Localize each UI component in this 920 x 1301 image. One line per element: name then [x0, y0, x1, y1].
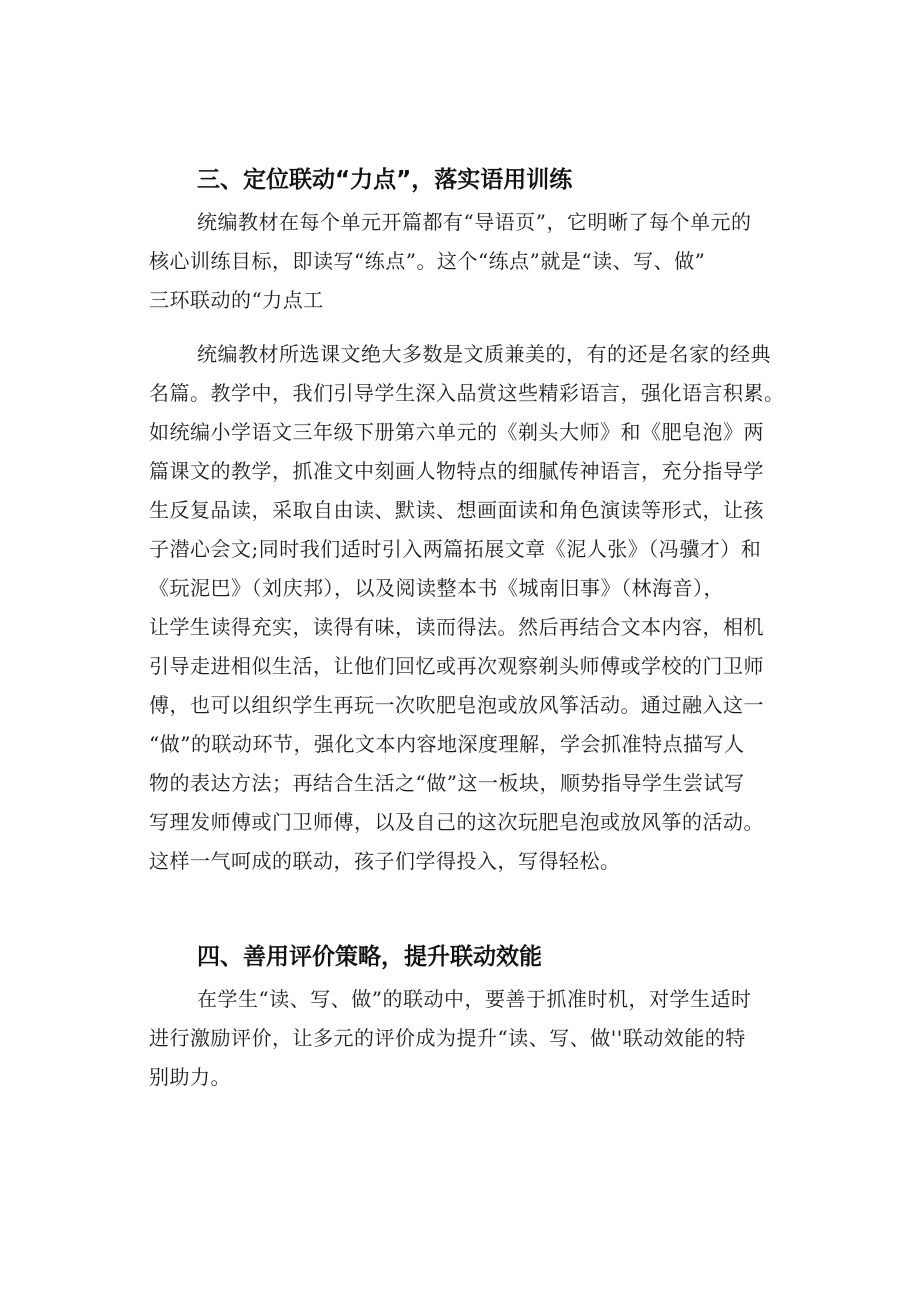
paragraph-line: 统编教材所选课文绝大多数是文质兼美的，有的还是名家的经典 [197, 342, 771, 366]
paragraph-line: 如统编小学语文三年级下册第六单元的《剃头大师》和《肥皂泡》两 [149, 420, 764, 444]
paragraph-line: 写理发师傅或门卫师傅，以及自己的这次玩肥皂泡或放风筝的活动。 [149, 810, 764, 834]
section-3-paragraph-1 [149, 203, 809, 320]
section-4-paragraph-1 [149, 980, 809, 1097]
paragraph-line: 核心训练目标，即读写“练点”。这个“练点”就是“读、写、做” [149, 249, 706, 273]
paragraph-line: 名篇。教学中，我们引导学生深入品赏这些精彩语言，强化语言积累。 [149, 381, 785, 405]
paragraph-line: 子潜心会文;同时我们适时引入两篇拓展文章《泥人张》（冯骥才）和 [149, 537, 762, 561]
section-3-paragraph-2 [149, 335, 809, 881]
paragraph-line: 三环联动的“力点工 [149, 288, 324, 312]
section-4-heading: 四、善用评价策略，提升联动效能 [197, 944, 542, 970]
paragraph-line: 生反复品读，采取自由读、默读、想画面读和角色演读等形式，让孩 [149, 498, 764, 522]
paragraph-line: 进行激励评价，让多元的评价成为提升“读、写、做''联动效能的特 [149, 1026, 746, 1050]
paragraph-line: 别助力。 [149, 1065, 231, 1089]
paragraph-line: 统编教材在每个单元开篇都有“导语页”，它明晰了每个单元的 [197, 210, 752, 234]
paragraph-line: 这样一气呵成的联动，孩子们学得投入，写得轻松。 [149, 849, 621, 873]
paragraph-line: 引导走进相似生活，让他们回忆或再次观察剃头师傅或学校的门卫师 [149, 654, 764, 678]
paragraph-line: 物的表达方法；再结合生活之“做”这一板块，顺势指导学生尝试写 [149, 771, 745, 795]
paragraph-line: 《玩泥巴》（刘庆邦），以及阅读整本书《城南旧事》（林海音）， [149, 576, 724, 600]
section-3-heading: 三、定位联动“力点”，落实语用训练 [197, 167, 573, 193]
paragraph-line: 篇课文的教学，抓准文中刻画人物特点的细腻传神语言，充分指导学 [149, 459, 764, 483]
paragraph-line: 在学生“读、写、做”的联动中，要善于抓准时机，对学生适时 [197, 987, 752, 1011]
paragraph-line: 傅，也可以组织学生再玩一次吹肥皂泡或放风筝活动。通过融入这一 [149, 693, 764, 717]
paragraph-line: 让学生读得充实，读得有味，读而得法。然后再结合文本内容，相机 [149, 615, 764, 639]
paragraph-line: “做”的联动环节，强化文本内容地深度理解，学会抓准特点描写人 [149, 732, 745, 756]
